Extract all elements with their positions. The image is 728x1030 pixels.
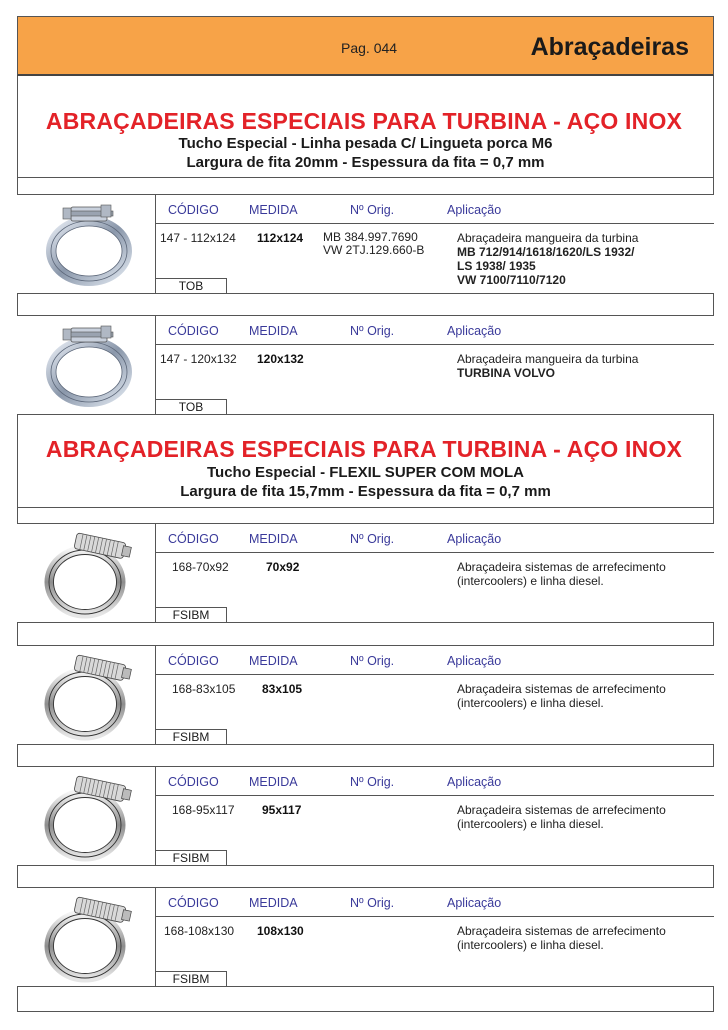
product-code: 168-70x92 bbox=[172, 560, 229, 574]
product-application: Abraçadeira sistemas de arrefecimento (intercoolers) e linha diesel. bbox=[457, 560, 666, 588]
spring-clamp-icon bbox=[41, 646, 137, 744]
col-code-header: CÓDIGO bbox=[168, 775, 219, 789]
col-app-header: Aplicação bbox=[447, 532, 502, 546]
product-size: 120x132 bbox=[257, 352, 304, 366]
product-size: 108x130 bbox=[257, 924, 304, 938]
product-size: 83x105 bbox=[262, 682, 303, 696]
col-app-header: Aplicação bbox=[447, 775, 502, 789]
col-app-header: Aplicação bbox=[447, 203, 502, 217]
product-tag: TOB bbox=[155, 278, 227, 293]
product-size: 112x124 bbox=[257, 231, 304, 245]
product-code: 168-108x130 bbox=[164, 924, 235, 938]
section-title: ABRAÇADEIRAS ESPECIAIS PARA TURBINA - AÇO INOX bbox=[45, 108, 683, 134]
product-application: Abraçadeira sistemas de arrefecimento (intercoolers) e linha diesel. bbox=[457, 682, 666, 710]
section-subtitle: Tucho Especial - Linha pesada C/ Lingueta porca M6 bbox=[178, 135, 553, 152]
divider bbox=[17, 507, 714, 508]
t-bolt-clamp-icon bbox=[41, 316, 137, 414]
col-code-header: CÓDIGO bbox=[168, 203, 219, 217]
section-subtitle: Tucho Especial - FLEXIL SUPER COM MOLA bbox=[207, 464, 524, 481]
product-row bbox=[17, 194, 714, 294]
col-code-header: CÓDIGO bbox=[168, 532, 219, 546]
product-code: 147 - 120x132 bbox=[160, 352, 237, 366]
section-subtitle: Largura de fita 20mm - Espessura da fita = 0,7 mm bbox=[186, 154, 545, 171]
product-orig: MB 384.997.7690 VW 2TJ.129.660-B bbox=[323, 230, 425, 257]
product-row bbox=[17, 523, 714, 623]
product-row bbox=[17, 315, 714, 415]
col-size-header: MEDIDA bbox=[249, 775, 298, 789]
product-size: 70x92 bbox=[266, 560, 300, 574]
product-tag: FSIBM bbox=[155, 971, 227, 986]
page-header bbox=[17, 16, 714, 76]
product-row bbox=[17, 645, 714, 745]
col-app-header: Aplicação bbox=[447, 654, 502, 668]
product-tag: TOB bbox=[155, 399, 227, 414]
col-orig-header: Nº Orig. bbox=[350, 203, 395, 217]
product-tag: FSIBM bbox=[155, 729, 227, 744]
col-size-header: MEDIDA bbox=[249, 896, 298, 910]
product-row bbox=[17, 887, 714, 987]
col-size-header: MEDIDA bbox=[249, 324, 298, 338]
col-size-header: MEDIDA bbox=[249, 654, 298, 668]
product-application: Abraçadeira mangueira da turbina TURBINA VOLVO bbox=[457, 352, 639, 380]
product-tag: FSIBM bbox=[155, 607, 227, 622]
spring-clamp-icon bbox=[41, 524, 137, 622]
product-application: Abraçadeira sistemas de arrefecimento (intercoolers) e linha diesel. bbox=[457, 803, 666, 831]
page-title: Abraçadeiras bbox=[530, 33, 689, 61]
product-tag: FSIBM bbox=[155, 850, 227, 865]
col-app-header: Aplicação bbox=[447, 896, 502, 910]
product-row bbox=[17, 766, 714, 866]
section-subtitle: Largura de fita 15,7mm - Espessura da fita = 0,7 mm bbox=[180, 483, 551, 500]
col-orig-header: Nº Orig. bbox=[350, 896, 395, 910]
section-title: ABRAÇADEIRAS ESPECIAIS PARA TURBINA - AÇO INOX bbox=[45, 436, 683, 462]
col-code-header: CÓDIGO bbox=[168, 324, 219, 338]
col-code-header: CÓDIGO bbox=[168, 654, 219, 668]
t-bolt-clamp-icon bbox=[41, 195, 137, 293]
product-application: Abraçadeira sistemas de arrefecimento (intercoolers) e linha diesel. bbox=[457, 924, 666, 952]
col-size-header: MEDIDA bbox=[249, 203, 298, 217]
col-code-header: CÓDIGO bbox=[168, 896, 219, 910]
col-orig-header: Nº Orig. bbox=[350, 532, 395, 546]
product-application: Abraçadeira mangueira da turbina MB 712/914/1618/1620/LS 1932/ LS 1938/ 1935 VW 7100/7110/7120 bbox=[457, 231, 639, 287]
product-code: 147 - 112x124 bbox=[160, 231, 236, 245]
spring-clamp-icon bbox=[41, 767, 137, 865]
col-app-header: Aplicação bbox=[447, 324, 502, 338]
product-code: 168-95x117 bbox=[172, 803, 235, 817]
divider bbox=[17, 177, 714, 178]
col-orig-header: Nº Orig. bbox=[350, 654, 395, 668]
col-size-header: MEDIDA bbox=[249, 532, 298, 546]
product-size: 95x117 bbox=[262, 803, 302, 817]
page-number: Pag. 044 bbox=[341, 40, 398, 56]
col-orig-header: Nº Orig. bbox=[350, 775, 395, 789]
spring-clamp-icon bbox=[41, 888, 137, 986]
product-code: 168-83x105 bbox=[172, 682, 236, 696]
col-orig-header: Nº Orig. bbox=[350, 324, 395, 338]
